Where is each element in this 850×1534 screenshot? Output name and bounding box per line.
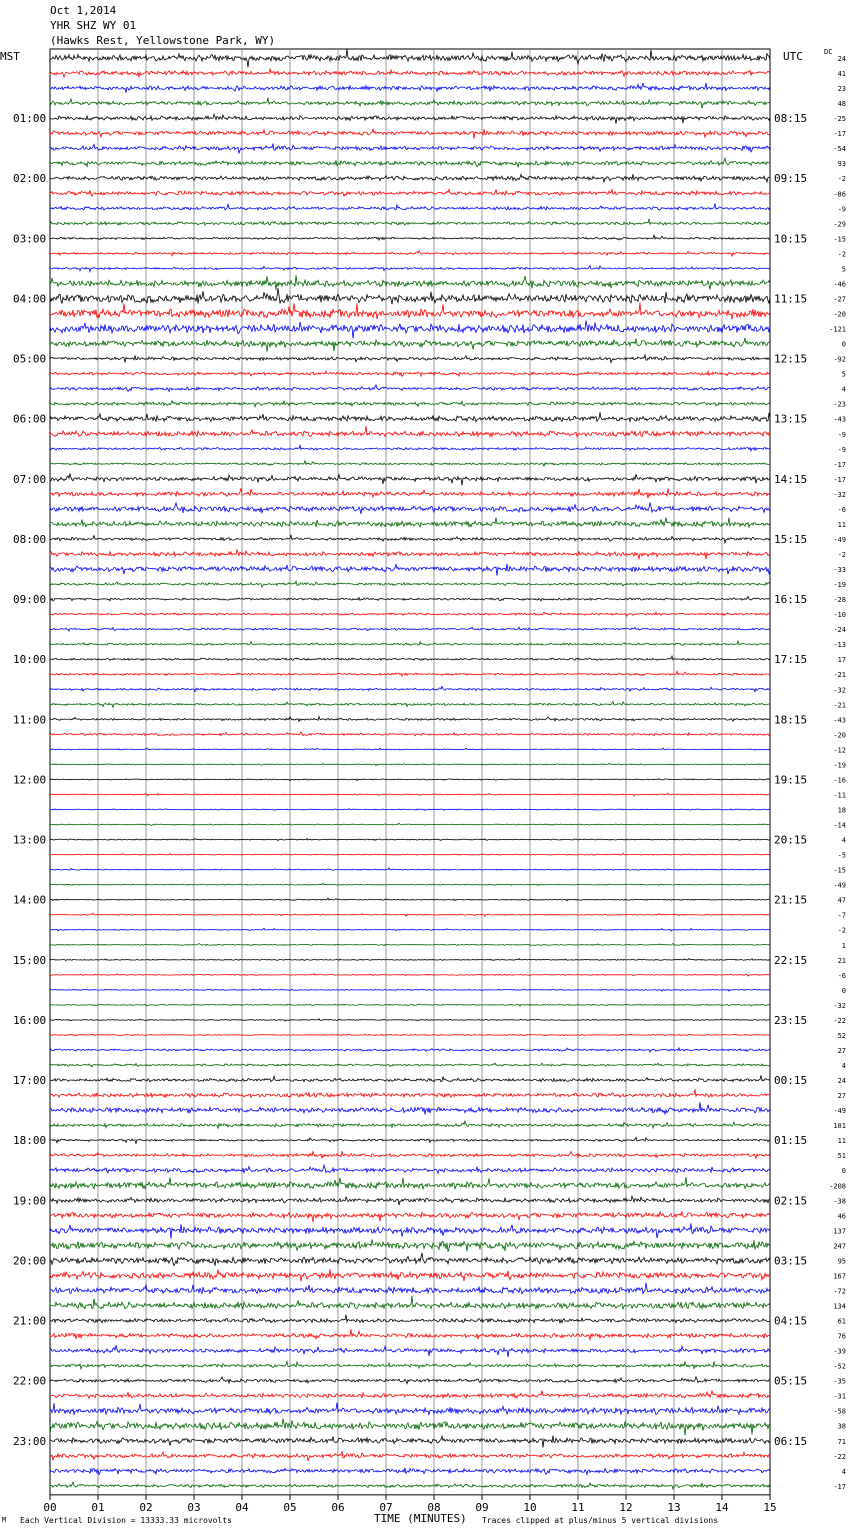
dc-offset-label: 5	[841, 265, 846, 274]
seismic-trace	[50, 1391, 770, 1399]
dc-offset-label: -49	[833, 1107, 846, 1116]
seismic-trace	[50, 717, 770, 722]
utc-hour-label: 09:15	[774, 172, 808, 186]
mst-hour-label: 17:00	[13, 1074, 47, 1088]
mst-hour-label: 15:00	[13, 953, 47, 967]
seismic-trace	[50, 412, 770, 421]
seismic-trace	[50, 928, 770, 931]
mst-hour-label: 22:00	[13, 1374, 47, 1388]
seismic-trace	[50, 288, 770, 304]
x-tick-label: 02	[139, 1500, 153, 1514]
dc-offset-label: -9	[837, 445, 846, 454]
dc-offset-label: 4	[841, 385, 846, 394]
dc-offset-label: -25	[833, 115, 846, 124]
mst-hour-label: 08:00	[13, 532, 47, 546]
dc-offset-label: 24	[837, 55, 846, 63]
x-tick-label: 08	[427, 1500, 441, 1514]
seismic-trace	[50, 461, 770, 466]
seismic-trace	[50, 535, 770, 543]
dc-offset-label: -14	[833, 821, 846, 830]
seismic-trace	[50, 1253, 770, 1266]
dc-offset-label: -49	[833, 881, 846, 890]
dc-offset-label: -54	[833, 145, 846, 154]
utc-hour-label: 19:15	[774, 773, 808, 787]
seismic-trace	[50, 1223, 770, 1238]
dc-offset-label: -49	[833, 535, 846, 544]
seismic-trace	[50, 944, 770, 946]
dc-offset-label: -21	[833, 701, 846, 710]
mst-hour-label: 11:00	[13, 713, 47, 727]
dc-offset-label: 247	[833, 1242, 846, 1251]
dc-offset-label: 71	[837, 1437, 846, 1446]
seismic-trace	[50, 1419, 770, 1436]
seismic-trace	[50, 1165, 770, 1173]
dc-offset-label: -92	[833, 355, 846, 364]
dc-offset-label: 4	[841, 1467, 846, 1476]
seismic-trace	[50, 445, 770, 451]
dc-offset-label: -39	[833, 1347, 846, 1356]
seismic-trace	[50, 158, 770, 167]
utc-hour-label: 22:15	[774, 953, 808, 967]
seismic-trace	[50, 219, 770, 225]
seismic-trace	[50, 1102, 770, 1114]
dc-offset-label: 27	[837, 1092, 846, 1101]
dc-offset-label: -9	[837, 430, 846, 439]
mst-hour-label: 01:00	[13, 112, 47, 126]
seismic-trace	[50, 913, 770, 916]
mst-hour-label: 21:00	[13, 1314, 47, 1328]
mst-hour-label: 05:00	[13, 352, 47, 366]
x-tick-label: 14	[715, 1500, 729, 1514]
seismic-trace	[50, 338, 770, 352]
seismic-trace	[50, 129, 770, 138]
seismic-trace	[50, 1345, 770, 1357]
seismic-trace	[50, 503, 770, 514]
dc-offset-label: -72	[833, 1287, 846, 1296]
seismic-trace	[50, 114, 770, 123]
seismic-trace	[50, 266, 770, 272]
dc-offset-label: 38	[837, 1422, 846, 1431]
dc-offset-label: 48	[837, 100, 846, 109]
seismic-trace	[50, 823, 770, 825]
mst-hour-label: 14:00	[13, 893, 47, 907]
utc-hour-label: 17:15	[774, 653, 808, 667]
dc-offset-label: 18	[837, 806, 846, 815]
dc-offset-label: -5	[837, 851, 846, 860]
dc-offset-label: 11	[837, 520, 846, 529]
mst-hour-label: 04:00	[13, 292, 47, 306]
seismic-trace	[50, 898, 770, 901]
dc-offset-label: 27	[837, 1046, 846, 1055]
dc-offset-label: 4	[841, 1062, 846, 1071]
utc-hour-label: 04:15	[774, 1314, 808, 1328]
seismic-trace	[50, 1019, 770, 1022]
dc-offset-label: 4	[841, 836, 846, 845]
seismic-trace	[50, 1089, 770, 1097]
seismic-trace	[50, 1482, 770, 1489]
dc-offset-label: -6	[837, 505, 846, 514]
dc-offset-label: -32	[833, 686, 846, 695]
utc-hour-label: 11:15	[774, 292, 808, 306]
seismic-trace	[50, 1047, 770, 1052]
x-tick-label: 13	[667, 1500, 681, 1514]
seismic-trace	[50, 1269, 770, 1281]
dc-offset-label: 23	[837, 85, 846, 94]
dc-offset-label: -2	[837, 250, 846, 259]
seismic-trace	[50, 989, 770, 991]
mst-hour-label: 13:00	[13, 833, 47, 847]
seismic-trace	[50, 1329, 770, 1340]
seismic-trace	[50, 1361, 770, 1369]
dc-offset-label: -20	[833, 731, 846, 740]
dc-offset-label: -15	[833, 866, 846, 875]
chart-location: (Hawks Rest, Yellowstone Park, WY)	[50, 34, 276, 47]
seismic-trace	[50, 564, 770, 576]
x-tick-label: 00	[43, 1500, 57, 1514]
utc-hour-label: 05:15	[774, 1374, 808, 1388]
dc-offset-label: -35	[833, 1377, 846, 1386]
mst-hour-label: 18:00	[13, 1134, 47, 1148]
x-tick-label: 05	[283, 1500, 297, 1514]
dc-offset-label: -16	[833, 776, 846, 785]
x-tick-label: 03	[187, 1500, 201, 1514]
seismic-trace	[50, 868, 770, 870]
mst-hour-label: 20:00	[13, 1254, 47, 1268]
seismic-trace	[50, 748, 770, 750]
dc-offset-label: 0	[841, 986, 846, 995]
dc-offset-label: -24	[833, 626, 846, 635]
dc-offset-label: -43	[833, 716, 846, 725]
dc-offset-label: -17	[833, 475, 846, 484]
seismic-trace	[50, 83, 770, 93]
x-tick-label: 06	[331, 1500, 345, 1514]
dc-offset-label: -17	[833, 130, 846, 139]
mst-hour-label: 19:00	[13, 1194, 47, 1208]
dc-offset-label: -15	[833, 235, 846, 244]
seismic-trace	[50, 1034, 770, 1036]
dc-offset-label: -12	[833, 746, 846, 755]
x-tick-label: 04	[235, 1500, 249, 1514]
seismic-trace	[50, 355, 770, 363]
mst-hour-label: 06:00	[13, 412, 47, 426]
dc-offset-label: -9	[837, 205, 846, 214]
dc-offset-label: -13	[833, 641, 846, 650]
x-tick-label: 11	[571, 1500, 585, 1514]
utc-hour-label: 06:15	[774, 1434, 808, 1448]
dc-offset-label: -2	[837, 550, 846, 559]
x-tick-label: 09	[475, 1500, 489, 1514]
dc-offset-label: 101	[833, 1122, 846, 1131]
seismic-trace	[50, 1196, 770, 1205]
seismic-trace	[50, 1063, 770, 1067]
right-axis-title: UTC	[783, 50, 803, 63]
seismic-trace	[50, 959, 770, 961]
mst-hour-label: 09:00	[13, 593, 47, 607]
utc-hour-label: 12:15	[774, 352, 808, 366]
dc-offset-label: -52	[833, 1362, 846, 1371]
dc-offset-label: 52	[837, 1031, 846, 1040]
x-axis-label: TIME (MINUTES)	[374, 1512, 467, 1525]
dc-offset-label: -19	[833, 761, 846, 770]
seismic-trace	[50, 204, 770, 211]
dc-offset-label: -86	[833, 190, 846, 199]
seismic-trace	[50, 1177, 770, 1189]
dc-offset-label: -29	[833, 220, 846, 229]
dc-title: DC	[824, 48, 833, 56]
seismic-trace	[50, 275, 770, 290]
mst-hour-label: 03:00	[13, 232, 47, 246]
logo-mark: M	[2, 1516, 7, 1524]
clip-note: Traces clipped at plus/minus 5 vertical divisions	[482, 1516, 719, 1525]
dc-offset-label: -19	[833, 581, 846, 590]
seismic-trace	[50, 401, 770, 407]
utc-hour-label: 03:15	[774, 1254, 808, 1268]
utc-hour-label: 18:15	[774, 713, 808, 727]
seismic-trace	[50, 1315, 770, 1323]
seismic-trace	[50, 853, 770, 855]
utc-hour-label: 15:15	[774, 532, 808, 546]
dc-offset-label: 24	[837, 1077, 846, 1086]
seismic-trace	[50, 69, 770, 77]
seismic-trace	[50, 627, 770, 631]
seismic-trace	[50, 732, 770, 736]
seismic-trace	[50, 974, 770, 977]
chart-date: Oct 1,2014	[50, 4, 117, 17]
utc-hour-label: 21:15	[774, 893, 808, 907]
dc-offset-label: -208	[829, 1182, 846, 1191]
dc-offset-label: 0	[841, 1167, 846, 1176]
seismic-trace	[50, 1121, 770, 1129]
dc-offset-label: 46	[837, 1212, 846, 1221]
seismic-trace	[50, 49, 770, 67]
seismic-trace	[50, 1468, 770, 1475]
seismic-trace	[50, 612, 770, 616]
mst-hour-label: 23:00	[13, 1434, 47, 1448]
seismic-trace	[50, 98, 770, 109]
dc-offset-label: -28	[833, 596, 846, 605]
utc-hour-label: 14:15	[774, 472, 808, 486]
seismic-trace	[50, 1075, 770, 1082]
dc-offset-label: 95	[837, 1257, 846, 1266]
dc-offset-label: -21	[833, 671, 846, 680]
utc-hour-label: 10:15	[774, 232, 808, 246]
mst-hour-label: 16:00	[13, 1013, 47, 1027]
dc-offset-label: -22	[833, 1016, 846, 1025]
dc-offset-label: 61	[837, 1317, 846, 1326]
seismic-trace	[50, 488, 770, 498]
dc-offset-label: 0	[841, 340, 846, 349]
seismic-trace	[50, 303, 770, 320]
utc-hour-label: 16:15	[774, 593, 808, 607]
chart-station: YHR SHZ WY 01	[50, 19, 137, 32]
seismic-trace	[50, 1151, 770, 1158]
dc-offset-label: -43	[833, 415, 846, 424]
seismic-trace	[50, 473, 770, 485]
seismic-trace	[50, 702, 770, 708]
seismic-trace	[50, 1436, 770, 1448]
x-tick-label: 10	[523, 1500, 537, 1514]
seismic-trace	[50, 763, 770, 765]
dc-offset-label: 41	[837, 70, 846, 79]
seismic-trace	[50, 1283, 770, 1294]
mst-hour-label: 02:00	[13, 172, 47, 186]
mst-hour-label: 10:00	[13, 653, 47, 667]
dc-offset-label: -17	[833, 1482, 846, 1491]
seismic-trace	[50, 174, 770, 182]
dc-offset-label: -2	[837, 175, 846, 184]
seismic-trace	[50, 371, 770, 376]
dc-offset-label: -23	[833, 400, 846, 409]
seismic-trace	[50, 671, 770, 676]
seismic-trace	[50, 641, 770, 645]
dc-offset-label: -31	[833, 1392, 846, 1401]
dc-offset-label: 1	[841, 941, 846, 950]
scale-note: Each Vertical Division = 13333.33 microvolts	[20, 1516, 232, 1525]
dc-offset-label: -7	[837, 911, 846, 920]
seismic-trace	[50, 793, 770, 796]
utc-hour-label: 13:15	[774, 412, 808, 426]
dc-offset-label: -6	[837, 971, 846, 980]
seismic-trace	[50, 550, 770, 560]
seismic-trace	[50, 251, 770, 256]
dc-offset-label: 51	[837, 1152, 846, 1161]
seismic-trace	[50, 883, 770, 885]
dc-offset-label: -32	[833, 1001, 846, 1010]
left-axis-title: MST	[0, 50, 20, 63]
mst-hour-label: 12:00	[13, 773, 47, 787]
seismic-trace	[50, 1377, 770, 1384]
dc-offset-label: -10	[833, 611, 846, 620]
x-tick-label: 12	[619, 1500, 633, 1514]
seismic-trace	[50, 1451, 770, 1461]
seismic-trace	[50, 1211, 770, 1222]
dc-offset-label: 5	[841, 370, 846, 379]
dc-offset-label: -22	[833, 1452, 846, 1461]
dc-offset-label: -58	[833, 1407, 846, 1416]
dc-offset-label: 21	[837, 956, 846, 965]
dc-offset-label: -121	[829, 325, 846, 334]
dc-offset-label: 137	[833, 1227, 846, 1236]
utc-hour-label: 23:15	[774, 1013, 808, 1027]
dc-offset-label: 47	[837, 896, 846, 905]
seismic-trace	[50, 1403, 770, 1416]
dc-offset-label: 134	[833, 1302, 846, 1311]
utc-hour-label: 08:15	[774, 112, 808, 126]
dc-offset-label: -46	[833, 280, 846, 289]
seismic-trace	[50, 320, 770, 338]
utc-hour-label: 20:15	[774, 833, 808, 847]
dc-offset-label: -32	[833, 490, 846, 499]
dc-offset-label: -20	[833, 310, 846, 319]
dc-offset-label: -17	[833, 460, 846, 469]
seismic-trace	[50, 809, 770, 811]
seismic-trace	[50, 656, 770, 660]
seismic-trace	[50, 1239, 770, 1251]
seismic-trace	[50, 1004, 770, 1006]
dc-offset-label: 17	[837, 656, 846, 665]
dc-offset-label: 11	[837, 1137, 846, 1146]
mst-hour-label: 07:00	[13, 472, 47, 486]
seismic-trace	[50, 1296, 770, 1309]
seismic-trace	[50, 687, 770, 692]
seismic-trace	[50, 779, 770, 781]
seismic-trace	[50, 518, 770, 528]
dc-offset-label: 167	[833, 1272, 846, 1281]
x-tick-label: 01	[91, 1500, 105, 1514]
utc-hour-label: 01:15	[774, 1134, 808, 1148]
seismic-trace	[50, 189, 770, 196]
dc-offset-label: -38	[833, 1197, 846, 1206]
seismic-trace	[50, 385, 770, 392]
utc-hour-label: 00:15	[774, 1074, 808, 1088]
x-tick-label: 07	[379, 1500, 393, 1514]
dc-offset-label: 93	[837, 160, 846, 169]
seismic-trace	[50, 581, 770, 587]
seismic-trace	[50, 144, 770, 154]
utc-hour-label: 02:15	[774, 1194, 808, 1208]
seismic-trace	[50, 235, 770, 240]
dc-offset-label: -27	[833, 295, 846, 304]
dc-offset-label: -11	[833, 791, 846, 800]
seismic-trace	[50, 1137, 770, 1143]
seismic-trace	[50, 597, 770, 601]
dc-offset-label: 76	[837, 1332, 846, 1341]
dc-offset-label: -2	[837, 926, 846, 935]
dc-offset-label: -33	[833, 566, 846, 575]
seismic-trace	[50, 839, 770, 841]
x-tick-label: 15	[763, 1500, 777, 1514]
seismic-trace	[50, 426, 770, 437]
